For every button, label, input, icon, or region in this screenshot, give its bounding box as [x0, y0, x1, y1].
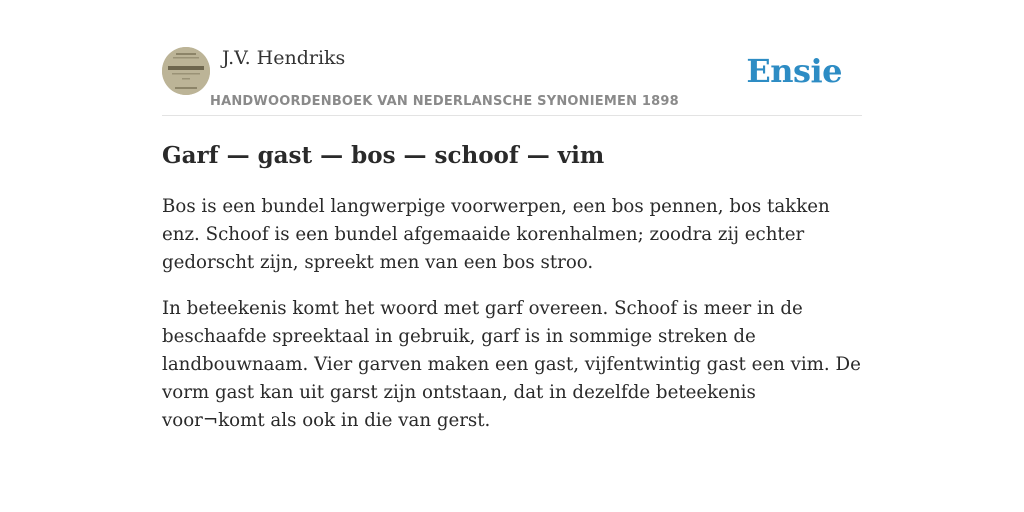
book-cover-avatar[interactable]	[162, 47, 210, 95]
author-name[interactable]: J.V. Hendriks	[222, 47, 346, 69]
source-title[interactable]: HANDWOORDENBOEK VAN NEDERLANSCHE SYNONIEMEN 1898	[210, 94, 679, 109]
entry-title: Garf — gast — bos — schoof — vim	[162, 142, 605, 169]
entry-paragraph: Bos is een bundel langwerpige voorwerpen, een bos pennen, bos takken enz. Schoof is een bundel afgemaaide korenhalmen; zoodra zij echter gedorscht zijn, spreekt men van een bos stroo.	[162, 196, 830, 273]
brand-logo[interactable]: Ensie	[746, 52, 842, 90]
entry-card	[162, 44, 862, 435]
entry-paragraph: In beteekenis komt het woord met garf overeen. Schoof is meer in de beschaafde spreektaal in gebruik, garf is in sommige streken de landbouwnaam. Vier garven maken een gast, vijfentwintig gast een vim. De vorm gast kan uit garst zijn ontstaan, dat in dezelfde beteekenis voor¬komt als ook in die van gerst.	[162, 298, 861, 431]
book-cover-icon	[162, 47, 210, 95]
entry-header	[162, 44, 862, 116]
